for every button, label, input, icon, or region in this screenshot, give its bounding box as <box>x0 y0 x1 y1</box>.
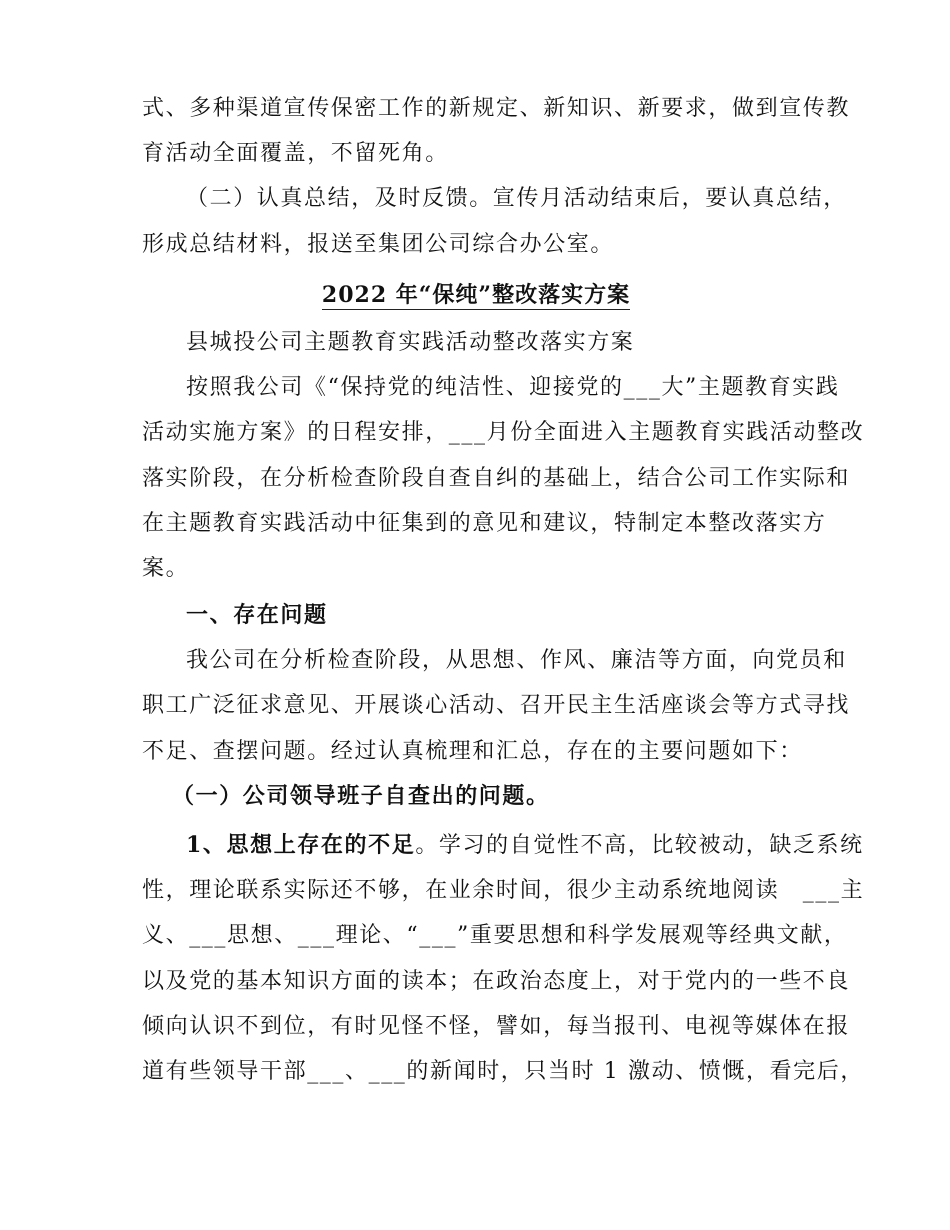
paragraph-line: 落实阶段，在分析检查阶段自查自纠的基础上，结合公司工作实际和 <box>142 465 851 491</box>
paragraph-line: 案。 <box>142 555 190 581</box>
problem-heading: 1、思想上存在的不足 <box>186 832 416 858</box>
problem-text: 。学习的自觉性不高，比较被动，缺乏系统 <box>415 833 864 858</box>
paragraph-line: 道有些领导干部___、___的新闻时，只当时 1 激动、愤慨，看完后， <box>142 1058 864 1084</box>
paragraph-line: 义、___思想、___理论、“___”重要思想和科学发展观等经典文献， <box>142 923 848 949</box>
paragraph-line: 活动实施方案》的日程安排，___月份全面进入主题教育实践活动整改 <box>142 420 865 446</box>
paragraph-line: 式、多种渠道宣传保密工作的新规定、新知识、新要求，做到宣传教 <box>142 96 851 121</box>
document-title: 2022 年“保纯”整改落实方案 <box>321 281 631 308</box>
document-body <box>142 86 865 1094</box>
section-heading: 一、存在问题 <box>186 602 328 629</box>
paragraph-line: 按照我公司《“保持党的纯洁性、迎接党的___大”主题教育实践 <box>186 375 840 401</box>
paragraph-line: 在主题教育实践活动中征集到的意见和建议，特制定本整改落实方 <box>142 510 827 536</box>
subtitle-line: 县城投公司主题教育实践活动整改落实方案 <box>186 329 635 355</box>
subsection-heading: （一）公司领导班子自查出的问题。 <box>172 782 550 809</box>
paragraph-line: 形成总结材料，报送至集团公司综合办公室。 <box>142 231 615 257</box>
paragraph-line: 不足、查摆问题。经过认真梳理和汇总，存在的主要问题如下： <box>142 738 803 764</box>
document-title-row <box>142 273 810 318</box>
paragraph-line: 以及党的基本知识方面的读本；在政治态度上，对于党内的一些不良 <box>142 968 851 994</box>
paragraph-line: （二）认真总结，及时反馈。宣传月活动结束后，要认真总结， <box>186 186 847 212</box>
paragraph-line: 育活动全面覆盖，不留死角。 <box>142 141 449 167</box>
paragraph-line: 倾向认识不到位，有时见怪不怪，譬如，每当报刊、电视等媒体在报 <box>142 1013 851 1039</box>
paragraph-line: 职工广泛征求意见、开展谈心活动、召开民主生活座谈会等方式寻找 <box>142 693 851 719</box>
paragraph-line: 性，理论联系实际还不够，在业余时间，很少主动系统地阅读 ___主 <box>142 878 865 904</box>
problem-paragraph-first-line <box>142 823 864 868</box>
paragraph-line: 我公司在分析检查阶段，从思想、作风、廉洁等方面，向党员和 <box>186 648 847 674</box>
